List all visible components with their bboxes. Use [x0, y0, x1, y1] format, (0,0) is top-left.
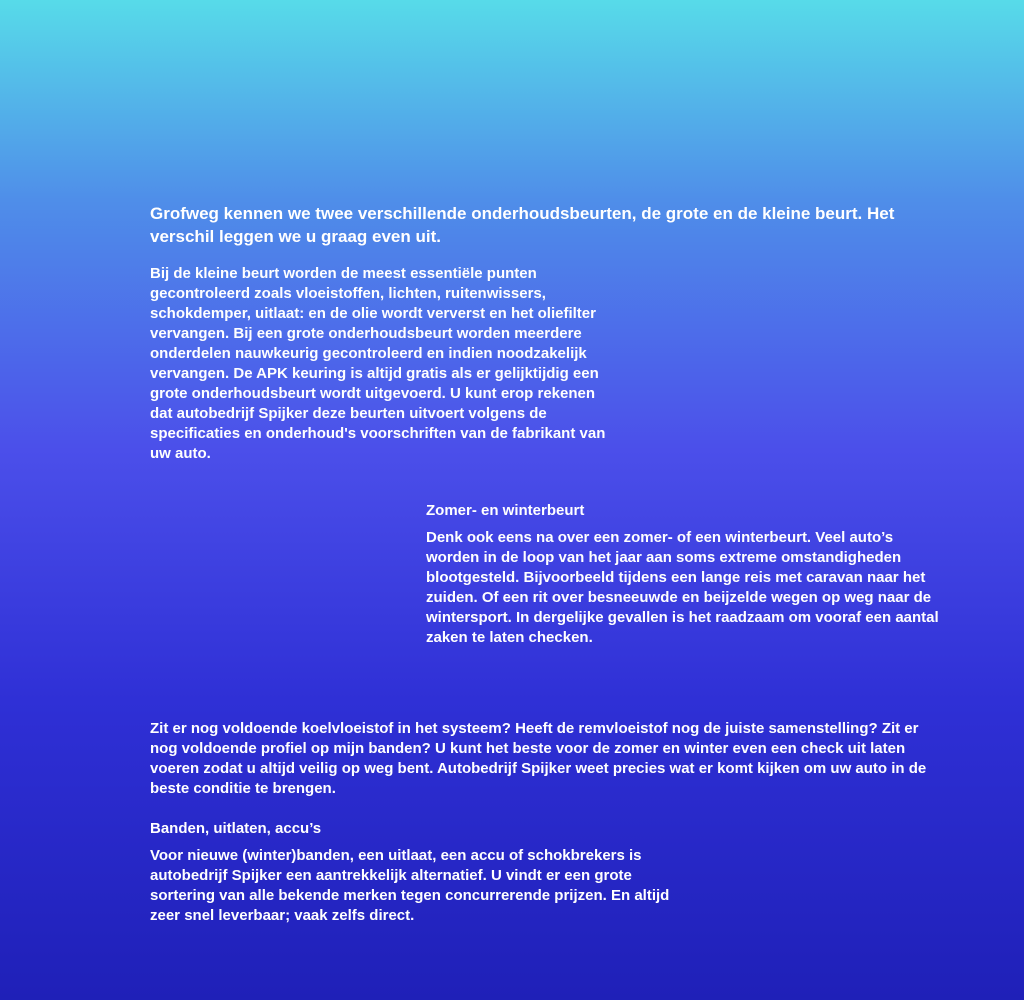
paragraph-check: Zit er nog voldoende koelvloeistof in het systeem? Heeft de remvloeistof nog de juiste samenstelling? Zit er nog voldoende profiel op mijn banden? U kunt het beste voor de zomer en winter even een check uit laten voeren zodat u altijd veilig op weg bent. Autobedrijf Spijker weet precies wat er komt kijken om uw auto in de beste conditie te brengen.: [150, 720, 927, 797]
heading-zomer-winterbeurt: Zomer- en winterbeurt: [426, 502, 585, 519]
paragraph-zomer-winterbeurt: Denk ook eens na over een zomer- of een winterbeurt. Veel auto’s worden in de loop van het jaar aan soms extreme omstandigheden blootgesteld. Bijvoorbeeld tijdens een lange reis met caravan naar het zuiden. Of een rit over besneeuwde en beijzelde wegen op weg naar de wintersport. In dergelijke gevallen is het raadzaam om vooraf een aantal zaken te laten checken.: [426, 529, 939, 646]
heading-banden-uitlaten-accus: Banden, uitlaten, accu’s: [150, 820, 322, 837]
intro-text: Grofweg kennen we twee verschillende onderhoudsbeurten, de grote en de kleine beurt. Het verschil leggen we u graag even uit.: [150, 204, 895, 246]
paragraph-beurten: Bij de kleine beurt worden de meest essentiële punten gecontroleerd zoals vloeistoffen, lichten, ruitenwissers, schokdemper, uitlaat: en de olie wordt ververst en het oliefilter vervangen. Bij een grote onderhoudsbeurt worden meerdere onderdelen nauwkeurig gecontroleerd en indien noodzakelijk vervangen. De APK keuring is altijd gratis als er gelijktijdig een grote onderhoudsbeurt wordt uitgevoerd. U kunt erop rekenen dat autobedrijf Spijker deze beurten uitvoert volgens de specificaties en onderhoud's voorschriften van de fabrikant van uw auto.: [150, 265, 606, 462]
section-zomer-winterbeurt: [426, 501, 946, 648]
paragraph-banden-uitlaten-accus: Voor nieuwe (winter)banden, een uitlaat, een accu of schokbrekers is autobedrijf Spijker een aantrekkelijk alternatief. U vindt er een grote sortering van alle bekende merken tegen concurrerende prijzen. En altijd zeer snel leverbaar; vaak zelfs direct.: [150, 847, 670, 924]
section-banden-uitlaten-accus: [150, 819, 690, 926]
